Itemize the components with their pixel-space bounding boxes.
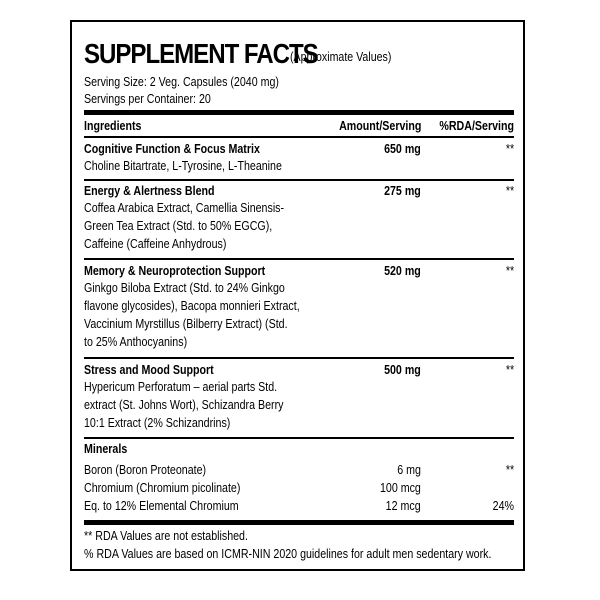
section-1-rda: ** [505,141,514,156]
minerals-heading: Minerals [84,441,128,456]
section-3-line-2: flavone glycosides), Bacopa monnieri Extract, [84,298,300,313]
section-2-line-2: Green Tea Extract (Std. to 50% EGCG), [84,218,273,233]
mineral-row-1-name: Boron (Boron Proteonate) [84,462,207,477]
mineral-row-1-amount: 6 mg [397,462,421,477]
header-ingredients: Ingredients [84,118,142,133]
section-3-line-3: Vaccinium Myrstillus (Bilberry Extract) (Std. [84,316,288,331]
section-2-line-1: Coffea Arabica Extract, Camellia Sinensis- [84,200,285,215]
section-2-amount: 275 mg [384,183,421,198]
rule-section-3 [84,357,514,359]
mineral-row-2-amount: 100 mcg [380,480,421,495]
header-rda: %RDA/Serving [439,118,514,133]
rule-section-2 [84,258,514,260]
mineral-row-2-name: Chromium (Chromium picolinate) [84,480,241,495]
column-header-row [84,118,514,136]
supplement-facts-panel [70,20,525,571]
rule-header [84,136,514,138]
panel-subtitle: (Approximate Values) [290,50,392,64]
section-3-name: Memory & Neuroprotection Support [84,263,266,278]
header-amount: Amount/Serving [338,118,421,133]
section-4-line-1: Hypericum Perforatum – aerial parts Std. [84,379,278,394]
footnote-2: % RDA Values are based on ICMR-NIN 2020 guidelines for adult men sedentary work. [84,546,492,561]
section-3-amount: 520 mg [384,263,421,278]
thick-rule-top [84,110,514,115]
mineral-row-3-name: Eq. to 12% Elemental Chromium [84,498,239,513]
mineral-row-1-rda: ** [505,462,514,477]
mineral-row-3-rda: 24% [492,498,514,513]
section-4-rda: ** [505,362,514,377]
section-1-name: Cognitive Function & Focus Matrix [84,141,260,156]
footnote-1: ** RDA Values are not established. [84,528,248,543]
section-1-amount: 650 mg [384,141,421,156]
section-2-rda: ** [505,183,514,198]
thick-rule-bottom [84,520,514,525]
mineral-row-3-amount: 12 mcg [386,498,421,513]
rule-section-1 [84,179,514,181]
rule-section-4 [84,437,514,439]
section-4-line-3: 10:1 Extract (2% Schizandrins) [84,415,231,430]
section-3-line-4: to 25% Anthocyanins) [84,334,188,349]
panel-title: SUPPLEMENT FACTS [84,38,318,69]
servings-per-container: Servings per Container: 20 [84,91,211,106]
serving-size: Serving Size: 2 Veg. Capsules (2040 mg) [84,74,279,89]
section-2-name: Energy & Alertness Blend [84,183,215,198]
section-3-line-1: Ginkgo Biloba Extract (Std. to 24% Ginkgo [84,280,285,295]
section-4-amount: 500 mg [384,362,421,377]
section-3-rda: ** [505,263,514,278]
section-1-ingredients: Choline Bitartrate, L-Tyrosine, L-Theanine [84,158,282,173]
section-4-line-2: extract (St. Johns Wort), Schizandra Berry [84,397,284,412]
section-2-line-3: Caffeine (Caffeine Anhydrous) [84,236,227,251]
section-4-name: Stress and Mood Support [84,362,214,377]
